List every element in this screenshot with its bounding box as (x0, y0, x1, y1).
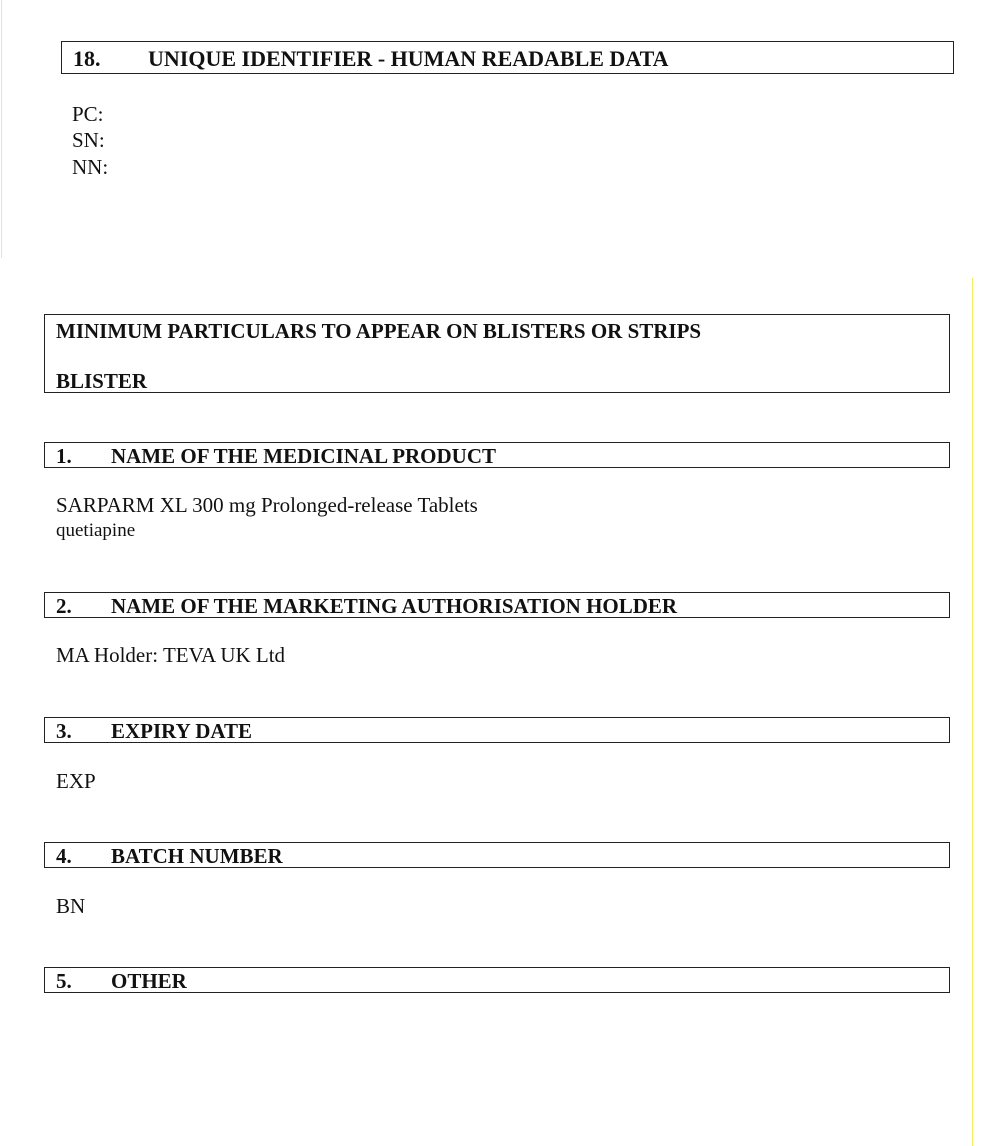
pc-label: PC: (72, 102, 104, 126)
section-1-number: 1. (56, 444, 72, 468)
active-substance: quetiapine (56, 520, 136, 541)
product-name: SARPARM XL 300 mg Prolonged-release Tablets (56, 493, 478, 517)
section-2-number: 2. (56, 594, 72, 618)
blister-label: BLISTER (56, 369, 148, 393)
section-18-number: 18. (73, 46, 101, 71)
page-edge-line-right (972, 278, 973, 1146)
blister-particulars-title: MINIMUM PARTICULARS TO APPEAR ON BLISTERS OR STRIPS (56, 319, 702, 343)
section-1-title: NAME OF THE MEDICINAL PRODUCT (111, 444, 497, 468)
section-4-title: BATCH NUMBER (111, 844, 283, 868)
section-4-header (44, 842, 950, 868)
section-2-header (44, 592, 950, 618)
section-5-number: 5. (56, 969, 72, 993)
section-2-title: NAME OF THE MARKETING AUTHORISATION HOLDER (111, 594, 678, 618)
nn-label: NN: (72, 155, 109, 179)
section-5-header (44, 967, 950, 993)
page-edge-line-left (1, 0, 2, 258)
section-3-number: 3. (56, 719, 72, 743)
leaflet-page-bottom (0, 278, 1008, 1146)
section-3-header (44, 717, 950, 743)
sn-label: SN: (72, 128, 105, 152)
blister-particulars-header (44, 314, 950, 393)
ma-holder-text: MA Holder: TEVA UK Ltd (56, 643, 286, 667)
section-1-header (44, 442, 950, 468)
section-18-header (61, 41, 954, 74)
section-18-title: UNIQUE IDENTIFIER - HUMAN READABLE DATA (148, 46, 669, 71)
batch-text: BN (56, 894, 86, 918)
section-5-title: OTHER (111, 969, 187, 993)
leaflet-page-top (0, 0, 1008, 258)
expiry-text: EXP (56, 769, 96, 793)
section-4-number: 4. (56, 844, 72, 868)
section-3-title: EXPIRY DATE (111, 719, 253, 743)
